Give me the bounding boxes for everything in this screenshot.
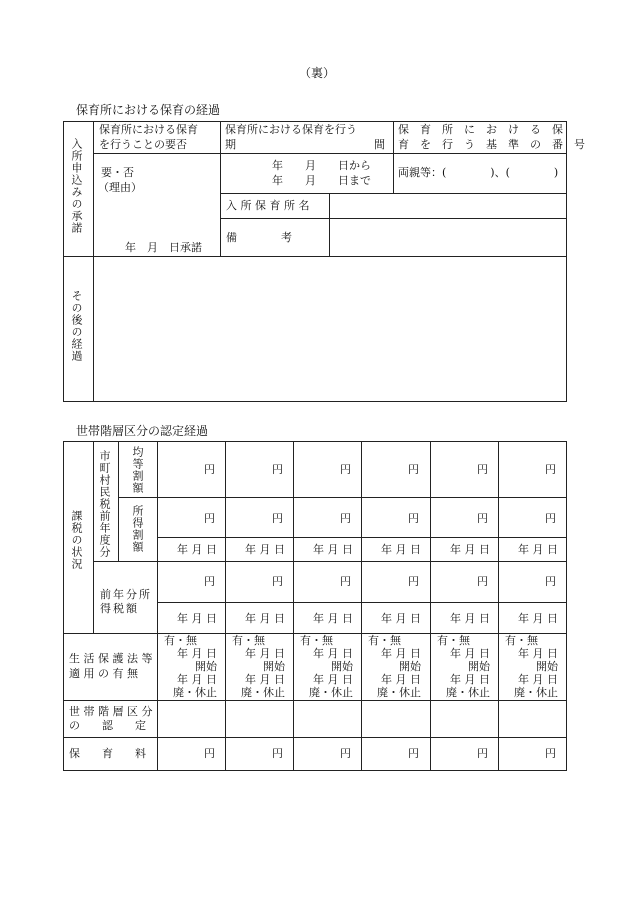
income-date-2[interactable]: 年 月 日 [245, 543, 285, 556]
period-from-field[interactable]: 年 月 日から [272, 159, 371, 172]
period-to-field[interactable]: 年 月 日まで [272, 174, 371, 187]
period-header-3: 間 [374, 138, 385, 151]
fee-yen-2[interactable]: 円 [272, 747, 283, 760]
bracket-label-1: 世 帯 階 層 区 分 [69, 705, 153, 718]
application-approval-label: 入所申込みの承諾 [70, 138, 83, 234]
welfare-yes-no-2[interactable]: 有・無 [232, 634, 265, 647]
progress-label: その後の経過 [70, 290, 83, 362]
income-date-4[interactable]: 年 月 日 [381, 543, 421, 556]
equal-share-yen-2[interactable]: 円 [272, 463, 283, 476]
income-share-label: 所得割額 [131, 505, 144, 553]
welfare-start-4: 開始 [399, 660, 421, 673]
income-share-yen-5[interactable]: 円 [477, 512, 488, 525]
welfare-end-date-1[interactable]: 年 月 日 [177, 673, 217, 686]
income-share-yen-2[interactable]: 円 [272, 512, 283, 525]
prev-income-date-1[interactable]: 年 月 日 [177, 612, 217, 625]
welfare-end-date-2[interactable]: 年 月 日 [245, 673, 285, 686]
prev-income-yen-5[interactable]: 円 [477, 575, 488, 588]
necessity-header-2: を行うことの要否 [99, 138, 187, 151]
bracket-label-2: の 認 定 [69, 719, 146, 732]
welfare-label-2: 適 用 の 有 無 [69, 667, 138, 680]
welfare-abolish-4: 廃・休止 [377, 686, 421, 699]
welfare-label-1: 生 活 保 護 法 等 [69, 652, 153, 665]
approval-date-field[interactable]: 年 月 日承諾 [125, 241, 202, 254]
fee-yen-3[interactable]: 円 [340, 747, 351, 760]
prev-income-yen-3[interactable]: 円 [340, 575, 351, 588]
welfare-start-3: 開始 [331, 660, 353, 673]
prev-income-tax-label: 前年分所得税額 [100, 588, 152, 615]
welfare-end-date-5[interactable]: 年 月 日 [450, 673, 490, 686]
welfare-start-date-2[interactable]: 年 月 日 [245, 647, 285, 660]
welfare-yes-no-5[interactable]: 有・無 [437, 634, 470, 647]
welfare-start-1: 開始 [195, 660, 217, 673]
welfare-yes-no-3[interactable]: 有・無 [300, 634, 333, 647]
prev-income-yen-1[interactable]: 円 [204, 575, 215, 588]
welfare-start-date-6[interactable]: 年 月 日 [518, 647, 558, 660]
prev-income-date-5[interactable]: 年 月 日 [450, 612, 490, 625]
welfare-end-date-6[interactable]: 年 月 日 [518, 673, 558, 686]
prev-income-date-4[interactable]: 年 月 日 [381, 612, 421, 625]
welfare-yes-no-4[interactable]: 有・無 [368, 634, 401, 647]
welfare-start-6: 開始 [536, 660, 558, 673]
prev-income-yen-4[interactable]: 円 [408, 575, 419, 588]
welfare-start-date-4[interactable]: 年 月 日 [381, 647, 421, 660]
period-header-1: 保育所における保育を行う [225, 123, 357, 136]
welfare-end-date-3[interactable]: 年 月 日 [313, 673, 353, 686]
welfare-start-date-1[interactable]: 年 月 日 [177, 647, 217, 660]
criteria-header-1: 保 育 所 に お け る 保 [398, 123, 563, 136]
equal-share-yen-5[interactable]: 円 [477, 463, 488, 476]
criteria-header-2: 育 を 行 う 基 準 の 番 号 [398, 138, 585, 151]
parents-field[interactable]: 両親等：( )、( ) [398, 166, 559, 179]
equal-share-yen-6[interactable]: 円 [545, 463, 556, 476]
income-date-3[interactable]: 年 月 日 [313, 543, 353, 556]
period-header-2: 期 [225, 138, 236, 151]
income-date-6[interactable]: 年 月 日 [518, 543, 558, 556]
yes-no-field[interactable]: 要・否 [101, 166, 134, 179]
welfare-start-date-3[interactable]: 年 月 日 [313, 647, 353, 660]
welfare-start-date-5[interactable]: 年 月 日 [450, 647, 490, 660]
page-title: （裏） [299, 66, 336, 80]
welfare-yes-no-6[interactable]: 有・無 [505, 634, 538, 647]
income-share-yen-6[interactable]: 円 [545, 512, 556, 525]
income-date-1[interactable]: 年 月 日 [177, 543, 217, 556]
welfare-yes-no-1[interactable]: 有・無 [164, 634, 197, 647]
reason-field[interactable]: （理由） [98, 181, 142, 194]
municipal-tax-label: 市町村民税前年度分 [98, 450, 111, 558]
section2-title: 世帯階層区分の認定経過 [76, 424, 209, 438]
equal-share-yen-1[interactable]: 円 [204, 463, 215, 476]
prev-income-yen-2[interactable]: 円 [272, 575, 283, 588]
fee-yen-5[interactable]: 円 [477, 747, 488, 760]
section1-title: 保育所における保育の経過 [76, 103, 221, 117]
welfare-abolish-5: 廃・休止 [446, 686, 490, 699]
welfare-abolish-2: 廃・休止 [241, 686, 285, 699]
necessity-header-1: 保育所における保育 [99, 123, 198, 136]
equal-share-yen-3[interactable]: 円 [340, 463, 351, 476]
prev-income-date-2[interactable]: 年 月 日 [245, 612, 285, 625]
facility-name-label: 入 所 保 育 所 名 [226, 199, 310, 212]
welfare-start-2: 開始 [263, 660, 285, 673]
income-share-yen-1[interactable]: 円 [204, 512, 215, 525]
prev-income-yen-6[interactable]: 円 [545, 575, 556, 588]
prev-income-date-3[interactable]: 年 月 日 [313, 612, 353, 625]
tax-status-label: 課税の状況 [70, 510, 83, 570]
welfare-abolish-3: 廃・休止 [309, 686, 353, 699]
welfare-start-5: 開始 [468, 660, 490, 673]
income-share-yen-3[interactable]: 円 [340, 512, 351, 525]
fee-yen-1[interactable]: 円 [204, 747, 215, 760]
prev-income-date-6[interactable]: 年 月 日 [518, 612, 558, 625]
income-date-5[interactable]: 年 月 日 [450, 543, 490, 556]
equal-share-label: 均等割額 [131, 446, 144, 494]
remarks-label: 備 考 [226, 231, 292, 244]
welfare-abolish-6: 廃・休止 [514, 686, 558, 699]
fee-yen-4[interactable]: 円 [408, 747, 419, 760]
income-share-yen-4[interactable]: 円 [408, 512, 419, 525]
fee-label: 保 育 料 [69, 747, 146, 760]
welfare-abolish-1: 廃・休止 [173, 686, 217, 699]
fee-yen-6[interactable]: 円 [545, 747, 556, 760]
equal-share-yen-4[interactable]: 円 [408, 463, 419, 476]
welfare-end-date-4[interactable]: 年 月 日 [381, 673, 421, 686]
